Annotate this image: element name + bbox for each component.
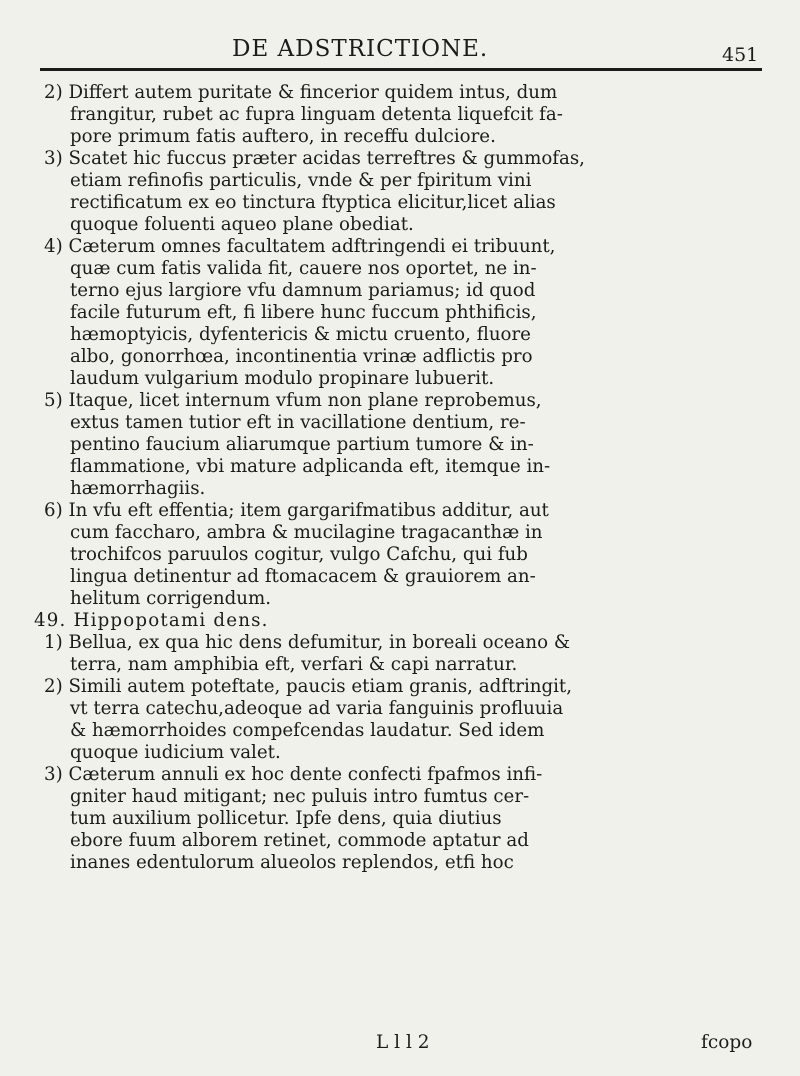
text-line: 2) Differt autem puritate & fincerior quidem intus, dum [44, 82, 558, 103]
text-line: pentino faucium aliarumque partium tumore & in- [70, 434, 534, 455]
section-heading: 49. Hippopotami dens. [34, 610, 269, 631]
text-line: inanes edentulorum alueolos replendos, etfi hoc [70, 852, 514, 873]
text-line: pore primum fatis auftero, in receffu dulciore. [70, 126, 496, 147]
text-line: cum faccharo, ambra & mucilagine tragacanthæ in [70, 522, 543, 543]
header-rule [40, 68, 762, 71]
page-number: 451 [722, 44, 759, 66]
text-line: terno ejus largiore vfu damnum pariamus; id quod [70, 280, 536, 301]
text-line: rectificatum ex eo tinctura ftyptica elicitur,licet alias [70, 192, 556, 213]
text-line: 3) Scatet hic fuccus præter acidas terreftres & gummofas, [44, 148, 585, 169]
text-line: quoque foluenti aqueo plane obediat. [70, 214, 414, 235]
text-line: frangitur, rubet ac fupra linguam detenta liquefcit fa- [70, 104, 563, 125]
text-line: quoque iudicium valet. [70, 742, 281, 763]
text-line: 1) Bellua, ex qua hic dens defumitur, in boreali oceano & [44, 632, 571, 653]
text-line: 6) In vfu eft effentia; item gargarifmatibus additur, aut [44, 500, 549, 521]
text-line: etiam refinofis particulis, vnde & per fpiritum vini [70, 170, 532, 191]
text-line: hæmoptyicis, dyfentericis & mictu cruento, fluore [70, 324, 531, 345]
text-line: quæ cum fatis valida fit, cauere nos oportet, ne in- [70, 258, 537, 279]
text-line: gniter haud mitigant; nec puluis intro fumtus cer- [70, 786, 530, 807]
signature-mark: L l l 2 [376, 1032, 430, 1053]
page-footer [0, 1032, 800, 1060]
text-line: albo, gonorrhœa, incontinentia vrinæ adflictis pro [70, 346, 533, 367]
text-line: tum auxilium pollicetur. Ipfe dens, quia diutius [70, 808, 502, 829]
text-line: 2) Simili autem poteftate, paucis etiam granis, adftringit, [44, 676, 573, 697]
text-line: extus tamen tutior eft in vacillatione dentium, re- [70, 412, 526, 433]
page-header [0, 36, 800, 76]
text-line: & hæmorrhoides compefcendas laudatur. Sed idem [70, 720, 545, 741]
text-line: hæmorrhagiis. [70, 478, 206, 499]
text-line: lingua detinentur ad ftomacacem & grauiorem an- [70, 566, 536, 587]
text-line: 3) Cæterum annuli ex hoc dente confecti fpafmos infi- [44, 764, 543, 785]
text-line: flammatione, vbi mature adplicanda eft, itemque in- [70, 456, 551, 477]
text-line: ebore fuum alborem retinet, commode aptatur ad [70, 830, 529, 851]
text-line: 4) Cæterum omnes facultatem adftringendi ei tribuunt, [44, 236, 556, 257]
text-line: terra, nam amphibia eft, verfari & capi narratur. [70, 654, 518, 675]
text-line: facile futurum eft, fi libere hunc fuccum phthificis, [70, 302, 537, 323]
text-line: vt terra catechu,adeoque ad varia fanguinis profluuia [70, 698, 564, 719]
text-line: 5) Itaque, licet internum vfum non plane reprobemus, [44, 390, 542, 411]
catchword: fcopo [701, 1032, 753, 1053]
running-head: DE ADSTRICTIONE. [232, 36, 489, 62]
text-line: laudum vulgarium modulo propinare lubuerit. [70, 368, 495, 389]
text-line: helitum corrigendum. [70, 588, 272, 609]
text-line: trochifcos paruulos cogitur, vulgo Cafchu, qui fub [70, 544, 528, 565]
